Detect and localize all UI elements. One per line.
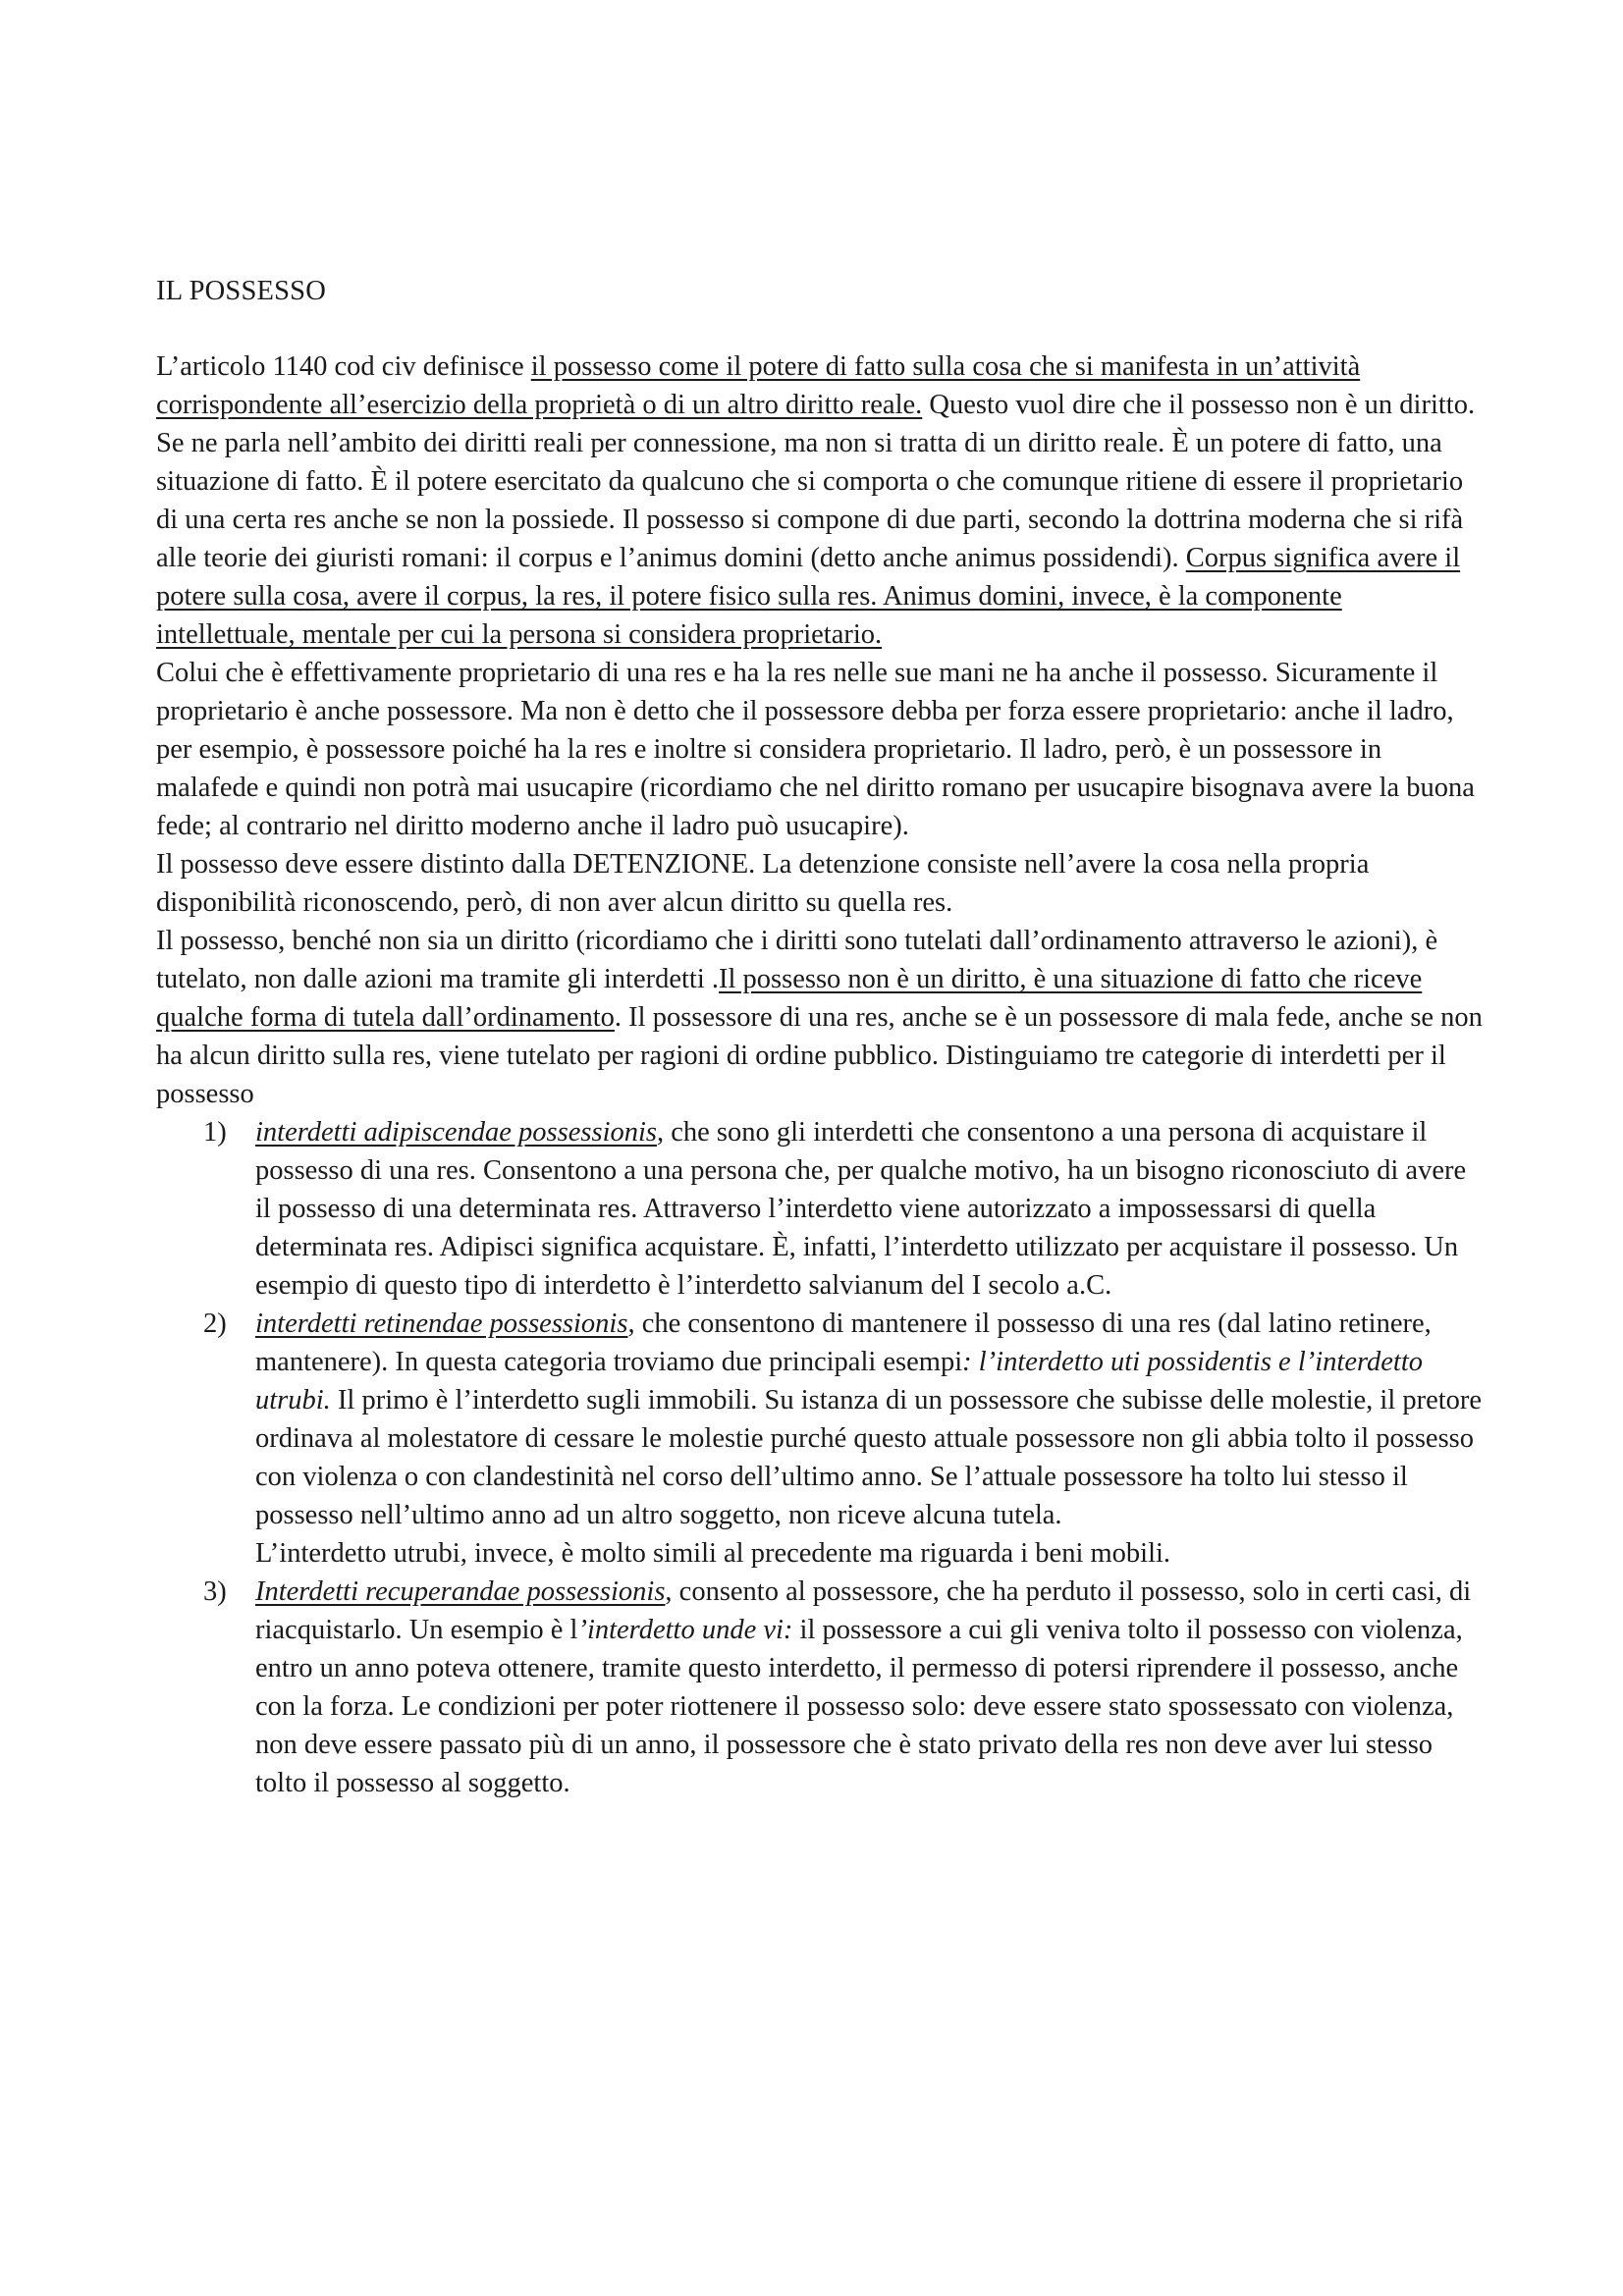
list-term: interdetti adipiscendae possessionis [255, 1117, 657, 1148]
underlined-corpus-animus: Corpus significa avere il potere sulla cosa, avere il corpus, la res, il potere fisico sulla res. Animus domini, invece, è la componente intellettuale, mentale per cui la persona si considera proprietario. [156, 543, 1461, 650]
list-item [156, 1113, 1487, 1305]
text-run: Il possesso, benché non sia un diritto (ricordiamo che i diritti sono tutelati dall’ordinamento attraverso le azioni), è tutelato, non dalle azioni ma tramite gli interdetti . [156, 926, 1438, 994]
document-body [156, 347, 1487, 1802]
list-text: , consento al possessore, che ha perduto il possesso, solo in certi casi, di riacquistarlo. Un esempio è l [255, 1576, 1472, 1645]
text-run: L’articolo 1140 cod civ definisce [156, 351, 531, 382]
list-number: 2) [203, 1308, 227, 1339]
list-number: 1) [203, 1117, 227, 1148]
paragraph-tutela [156, 922, 1487, 1113]
underlined-tutela: Il possesso non è un diritto, è una situazione di fatto che riceve qualche forma di tutela dall’ordinamento [156, 964, 1423, 1033]
paragraph-proprietario: Colui che è effettivamente proprietario di una res e ha la res nelle sue mani ne ha anche il possesso. Sicuramente il proprietario è anche possessore. Ma non è detto che il possessore debba per forza essere proprietario: anche il ladro, per esempio, è possessore poiché ha la res e inoltre si considera proprietario. Il ladro, però, è un possessore in malafede e quindi non potrà mai usucapire (ricordiamo che nel diritto romano per usucapire bisognava avere la buona fede; al contrario nel diritto moderno anche il ladro può usucapire). [156, 658, 1475, 841]
list-text: Il primo è l’interdetto sugli immobili. Su istanza di un possessore che subisse delle molestie, il pretore ordinava al molestatore di cessare le molestie purché questo attuale possessore non gli abbia tolto il possesso con violenza o con clandestinità nel corso dell’ultimo anno. Se l’attuale possessore ha tolto lui stesso il possesso nell’ultimo anno ad un altro soggetto, non riceve alcuna tutela. [255, 1385, 1483, 1530]
text-run: . Il possessore di una res, anche se è un possessore di mala fede, anche se non ha alcun diritto sulla res, viene tutelato per ragioni di ordine pubblico. Distinguiamo tre categorie di interdetti per il possesso [156, 1002, 1483, 1109]
list-text: il possessore a cui gli veniva tolto il possesso con violenza, entro un anno poteva ottenere, tramite questo interdetto, il permesso di potersi riprendere il possesso, anche con la forza. Le condizioni per poter riottenere il possesso solo: deve essere stato spossessato con violenza, non deve essere passato più di un anno, il possessore che è stato privato della res non deve aver lui stesso tolto il possesso al soggetto. [255, 1615, 1463, 1798]
interdetti-list [156, 1113, 1487, 1802]
list-text: , che consentono di mantenere il possesso di una res (dal latino retinere, mantenere). In questa categoria troviamo due principali esempi [255, 1308, 1432, 1377]
list-italic: : l’interdetto uti possidentis e l’interdetto utrubi. [255, 1347, 1423, 1415]
list-text: , che sono gli interdetti che consentono a una persona di acquistare il possesso di una res. Consentono a una persona che, per qualche motivo, ha un bisogno riconosciuto di avere il possesso di una determinata res. Attraverso l’interdetto viene autorizzato a impossessarsi di quella determinata res. Adipisci significa acquistare. È, infatti, l’interdetto utilizzato per acquistare il possesso. Un esempio di questo tipo di interdetto è l’interdetto salvianum del I secolo a.C. [255, 1117, 1467, 1301]
list-item [156, 1573, 1487, 1802]
paragraph-definition [156, 347, 1487, 654]
text-run: Questo vuol dire che il possesso non è un diritto. Se ne parla nell’ambito dei diritti reali per connessione, ma non si tratta di un diritto reale. È un potere di fatto, una situazione di fatto. È il potere esercitato da qualcuno che si comporta o che comunque ritiene di essere il proprietario di una certa res anche se non la possiede. Il possesso si compone di due parti, secondo la dottrina moderna che si rifà alle teorie dei giuristi romani: il corpus e l’animus domini (detto anche animus possidendi). [156, 390, 1476, 573]
list-term: Interdetti recuperandae possessionis [255, 1576, 666, 1607]
document-title: IL POSSESSO [156, 276, 326, 306]
list-text: L’interdetto utrubi, invece, è molto simili al precedente ma riguarda i beni mobili. [255, 1538, 1171, 1569]
paragraph-detenzione: Il possesso deve essere distinto dalla DETENZIONE. La detenzione consiste nell’avere la cosa nella propria disponibilità riconoscendo, però, di non aver alcun diritto su quella res. [156, 849, 1370, 918]
list-item [156, 1305, 1487, 1573]
list-term: interdetti retinendae possessionis [255, 1308, 628, 1339]
list-number: 3) [203, 1576, 227, 1607]
underlined-definition: il possesso come il potere di fatto sulla cosa che si manifesta in un’attività corrispondente all’esercizio della proprietà o di un altro diritto reale. [156, 351, 1361, 420]
list-italic: ’interdetto unde vi: [577, 1615, 793, 1645]
